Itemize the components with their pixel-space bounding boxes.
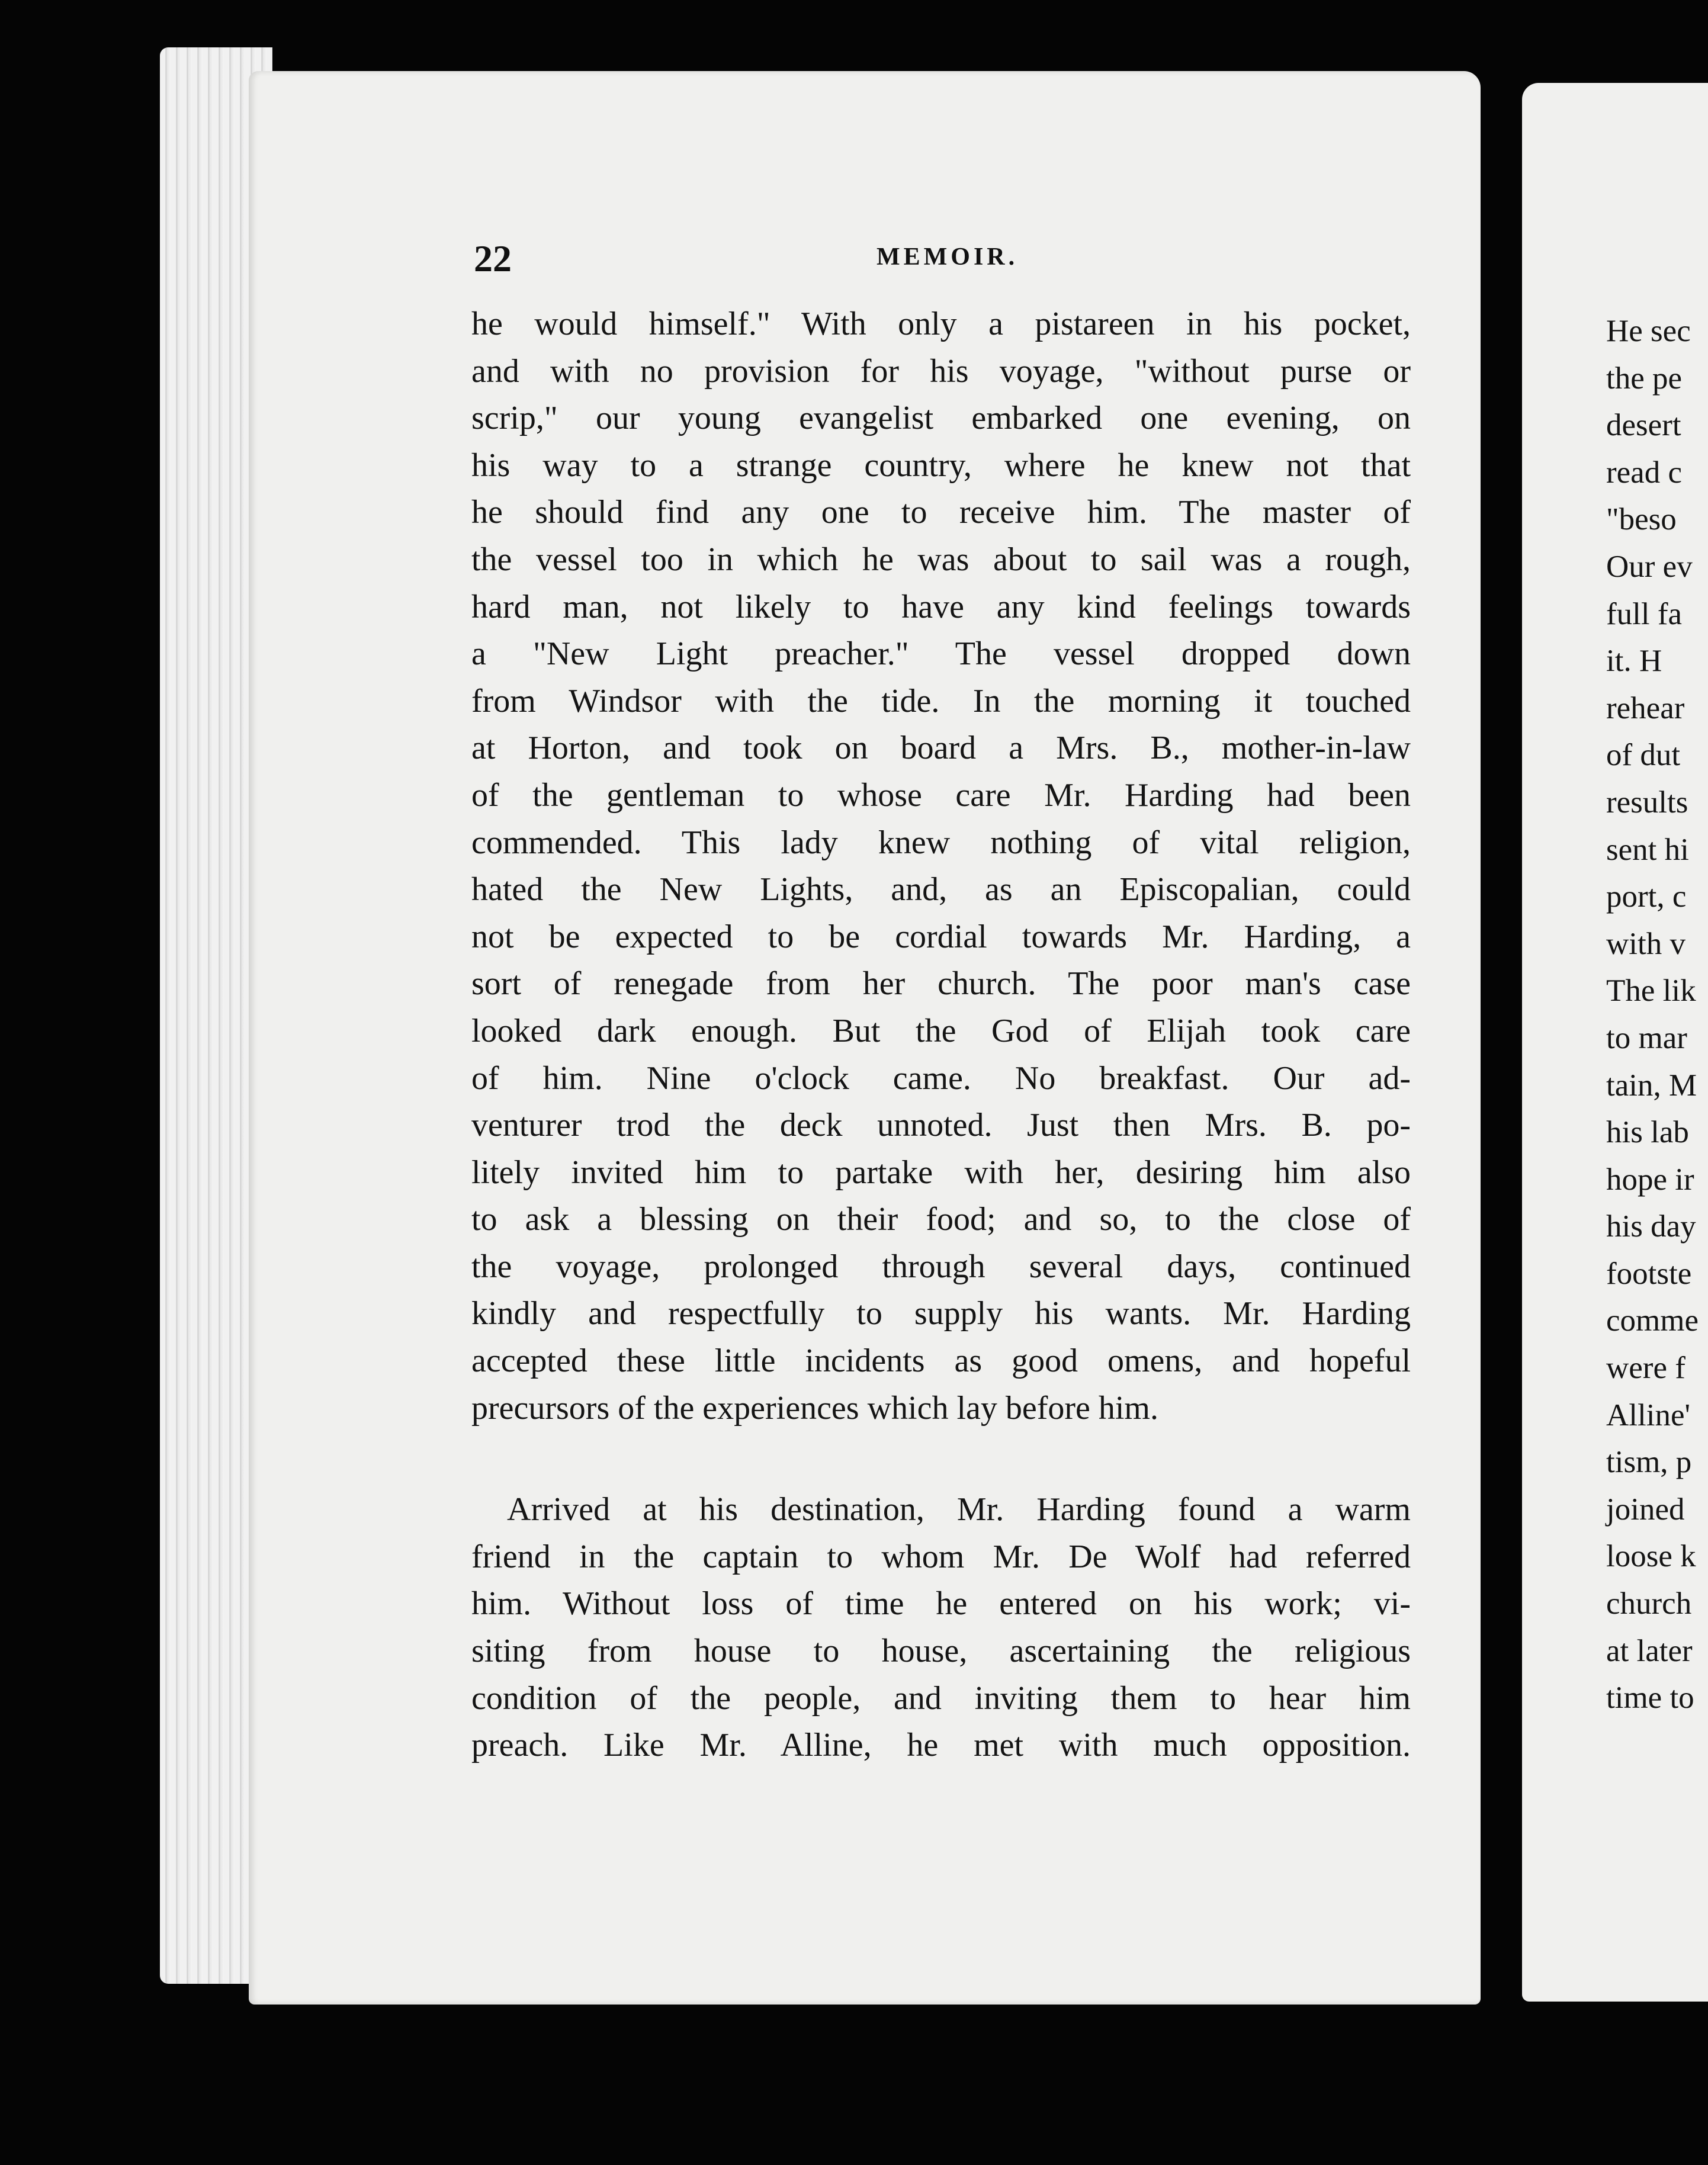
facing-line: rehear [1606, 690, 1685, 725]
body-text [471, 301, 1411, 1769]
text-line: he should find any one to receive him. The master of [471, 494, 1411, 531]
text-line: commended. This lady knew nothing of vital religion, [471, 824, 1411, 861]
facing-line: the pe [1606, 361, 1683, 396]
text-line: looked dark enough. But the God of Elijah took care [471, 1012, 1411, 1049]
facing-line: The lik [1606, 974, 1696, 1008]
text-line: at Horton, and took on board a Mrs. B., mother-in-law [471, 730, 1411, 767]
facing-line: Alline' [1606, 1398, 1691, 1432]
facing-line: were f [1606, 1351, 1685, 1386]
page-header [474, 237, 1421, 284]
text-line: to ask a blessing on their food; and so, to the close of [471, 1201, 1411, 1238]
facing-line: sent hi [1606, 832, 1689, 867]
text-line: precursors of the experiences which lay before him. [471, 1389, 1158, 1427]
text-line: the voyage, prolonged through several days, continued [471, 1248, 1411, 1285]
text-line: his way to a strange country, where he knew not that [471, 447, 1411, 484]
facing-line: with v [1606, 926, 1685, 961]
facing-line: read c [1606, 455, 1682, 490]
facing-line: desert [1606, 408, 1681, 443]
text-line: a "New Light preacher." The vessel dropped down [471, 635, 1411, 673]
text-line: friend in the captain to whom Mr. De Wolf had referred [471, 1538, 1411, 1575]
text-line: he would himself." With only a pistareen in his pocket, [471, 306, 1411, 342]
text-line: litely invited him to partake with her, desiring him also [471, 1154, 1411, 1191]
facing-line: his day [1606, 1209, 1696, 1244]
facing-line: port, c [1606, 879, 1687, 914]
text-line: kindly and respectfully to supply his wants. Mr. Harding [471, 1295, 1411, 1332]
text-line: sort of renegade from her church. The poor man's case [471, 965, 1411, 1003]
facing-line: church [1606, 1586, 1692, 1621]
text-line: condition of the people, and inviting them to hear him [471, 1679, 1411, 1717]
facing-line: results [1606, 785, 1688, 820]
facing-line: He sec [1606, 314, 1691, 348]
page-number: 22 [474, 237, 512, 280]
facing-line: tain, M [1606, 1068, 1697, 1103]
facing-line: "beso [1606, 502, 1677, 537]
facing-line: at later [1606, 1633, 1693, 1668]
text-line: venturer trod the deck unnoted. Just then Mrs. B. po- [471, 1107, 1411, 1144]
text-line: hard man, not likely to have any kind feelings towards [471, 588, 1411, 625]
facing-line: comme [1606, 1303, 1699, 1338]
facing-line: it. H [1606, 644, 1662, 679]
facing-page-text [1606, 308, 1699, 1722]
facing-line: tism, p [1606, 1445, 1692, 1480]
text-line: preach. Like Mr. Alline, he met with much opposition. [471, 1727, 1411, 1764]
text-line: of him. Nine o'clock came. No breakfast. Our ad- [471, 1059, 1411, 1097]
facing-line: joined [1606, 1492, 1685, 1527]
text-line: Arrived at his destination, Mr. Harding found a warm [507, 1491, 1411, 1528]
text-line: him. Without loss of time he entered on his work; vi- [471, 1585, 1411, 1623]
text-line: not be expected to be cordial towards Mr. Harding, a [471, 918, 1411, 955]
facing-line: loose k [1606, 1539, 1696, 1574]
text-line: accepted these little incidents as good omens, and hopeful [471, 1342, 1411, 1380]
text-line: and with no provision for his voyage, "without purse or [471, 352, 1411, 390]
facing-line: Our ev [1606, 549, 1693, 584]
text-line: from Windsor with the tide. In the morning it touched [471, 682, 1411, 719]
facing-line: of dut [1606, 738, 1681, 773]
facing-page [1522, 83, 1708, 2002]
text-line: scrip," our young evangelist embarked one evening, on [471, 400, 1411, 437]
text-line: of the gentleman to whose care Mr. Harding had been [471, 776, 1411, 814]
text-line: the vessel too in which he was about to sail was a rough, [471, 541, 1411, 578]
facing-line: time to [1606, 1681, 1694, 1716]
text-line: hated the New Lights, and, as an Episcopalian, could [471, 871, 1411, 908]
text-line: siting from house to house, ascertaining the religious [471, 1633, 1411, 1670]
running-head: MEMOIR. [877, 243, 1019, 271]
facing-line: footste [1606, 1256, 1692, 1291]
facing-line: hope ir [1606, 1162, 1694, 1197]
facing-line: his lab [1606, 1115, 1689, 1150]
facing-line: to mar [1606, 1020, 1687, 1055]
facing-line: full fa [1606, 596, 1683, 631]
